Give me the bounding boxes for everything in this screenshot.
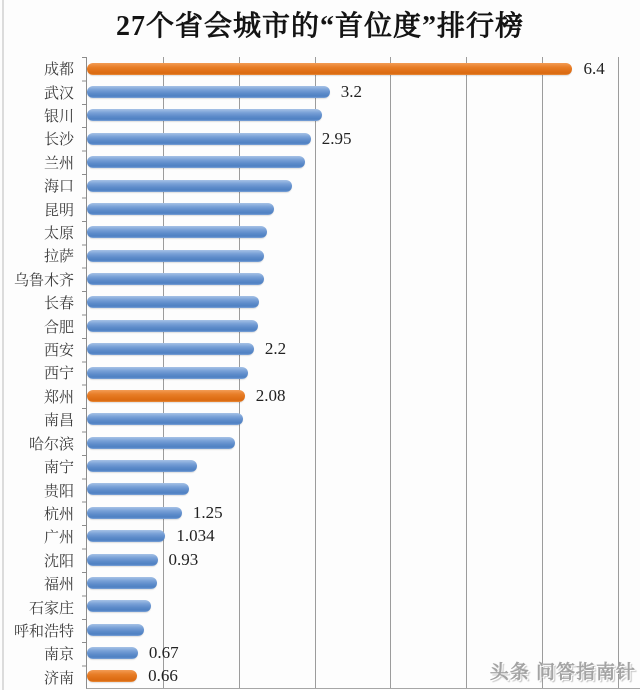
bar-row [87,104,640,127]
bar-row [87,431,640,454]
bar-row [87,571,640,594]
bar-福州 [87,577,157,589]
category-label: 南昌 [43,413,74,430]
bar-昆明 [87,203,274,215]
bar-呼和浩特 [87,624,144,636]
bar-哈尔滨 [87,437,235,449]
bar-row [87,548,640,571]
category-label: 海口 [43,179,74,196]
category-label: 西安 [43,343,74,360]
bar-海口 [87,180,292,192]
category-labels [0,57,80,689]
category-label: 合肥 [43,319,74,336]
category-label: 杭州 [43,506,74,523]
value-label: 1.034 [176,526,215,546]
bar-row [87,127,640,150]
bar-row [87,478,640,501]
category-label: 哈尔滨 [28,436,74,453]
plot-area [86,57,640,689]
category-label: 广州 [43,530,74,547]
bar-row [87,80,640,103]
bar-row [87,57,640,80]
bar-杭州 [87,507,182,519]
category-label: 银川 [43,109,74,126]
bar-南宁 [87,460,197,472]
bar-row [87,384,640,407]
bar-西宁 [87,367,248,379]
value-label: 1.25 [192,502,223,522]
bar-row [87,174,640,197]
bar-石家庄 [87,600,151,612]
bar-南昌 [87,413,243,425]
bar-row [87,221,640,244]
value-label: 2.08 [255,385,286,405]
bar-合肥 [87,320,258,332]
bar-济南 [87,670,137,682]
value-label: 2.2 [264,339,287,359]
bar-row [87,151,640,174]
bar-郑州 [87,390,245,402]
value-label: 2.95 [321,128,352,148]
bar-西安 [87,343,254,355]
category-label: 乌鲁木齐 [13,272,74,289]
bar-广州 [87,530,165,542]
bar-兰州 [87,156,305,168]
bar-row [87,244,640,267]
category-label: 武汉 [43,85,74,102]
bar-拉萨 [87,250,264,262]
category-label: 昆明 [43,202,74,219]
bar-row [87,291,640,314]
category-label: 贵阳 [43,483,74,500]
bar-长春 [87,296,259,308]
category-label: 兰州 [43,155,74,172]
category-label: 西宁 [43,366,74,383]
bar-row [87,361,640,384]
bar-row [87,267,640,290]
value-label: 0.93 [168,549,199,569]
bar-银川 [87,109,322,121]
value-label: 6.4 [583,58,605,78]
bar-长沙 [87,133,311,145]
bar-太原 [87,226,267,238]
watermark: 头条 问答指南针 [489,662,636,683]
bar-row [87,525,640,548]
category-label: 成都 [43,62,74,79]
category-label: 呼和浩特 [13,623,74,640]
bar-row [87,454,640,477]
category-label: 石家庄 [28,600,74,617]
bar-row [87,197,640,220]
category-label: 南宁 [43,460,74,477]
bar-row [87,501,640,524]
category-label: 济南 [43,670,74,687]
bar-成都 [87,63,572,75]
bar-贵阳 [87,483,189,495]
bar-row [87,595,640,618]
bar-row [87,314,640,337]
category-label: 郑州 [43,389,74,406]
category-label: 太原 [43,226,74,243]
bar-南京 [87,647,138,659]
bar-乌鲁木齐 [87,273,264,285]
category-label: 长春 [43,296,74,313]
bar-row [87,338,640,361]
category-label: 长沙 [43,132,74,149]
category-label: 南京 [43,647,74,664]
category-label: 福州 [43,577,74,594]
value-label: 3.2 [340,82,362,102]
category-label: 沈阳 [43,553,74,570]
chart-title: 27个省会城市的“首位度”排行榜 [115,11,524,42]
bar-沈阳 [87,554,158,566]
category-label: 拉萨 [43,249,74,266]
bar-row [87,618,640,641]
bar-row [87,408,640,431]
value-label: 0.67 [148,643,179,663]
bar-武汉 [87,86,330,98]
value-label: 0.66 [148,666,178,686]
